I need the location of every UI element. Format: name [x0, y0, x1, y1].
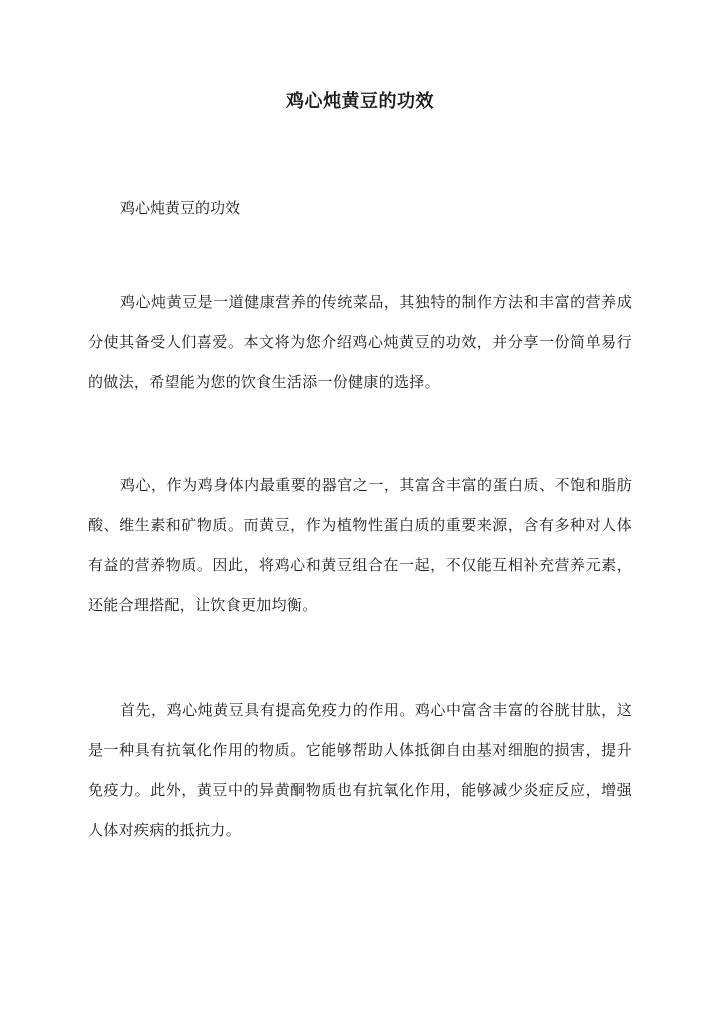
paragraph-ingredients: 鸡心，作为鸡身体内最重要的器官之一，其富含丰富的蛋白质、不饱和脂肪酸、维生素和矿物质。而黄豆，作为植物性蛋白质的重要来源，含有多种对人体有益的营养物质。因此，将鸡心和黄豆组合在一起，不仅能互相补充营养元素，还能合理搭配，让饮食更加均衡。: [88, 476, 632, 614]
document-subtitle: 鸡心炖黄豆的功效: [120, 199, 241, 217]
document-title: 鸡心炖黄豆的功效: [286, 91, 434, 112]
paragraph-immunity: 首先，鸡心炖黄豆具有提高免疫力的作用。鸡心中富含丰富的谷胱甘肽，这是一种具有抗氧化作用的物质。它能够帮助人体抵御自由基对细胞的损害，提升免疫力。此外，黄豆中的异黄酮物质也有抗氧化作用，能够减少炎症反应，增强人体对疾病的抵抗力。: [88, 701, 632, 839]
paragraph-intro: 鸡心炖黄豆是一道健康营养的传统菜品，其独特的制作方法和丰富的营养成分使其备受人们喜爱。本文将为您介绍鸡心炖黄豆的功效，并分享一份简单易行的做法，希望能为您的饮食生活添一份健康的选择。: [88, 293, 632, 391]
